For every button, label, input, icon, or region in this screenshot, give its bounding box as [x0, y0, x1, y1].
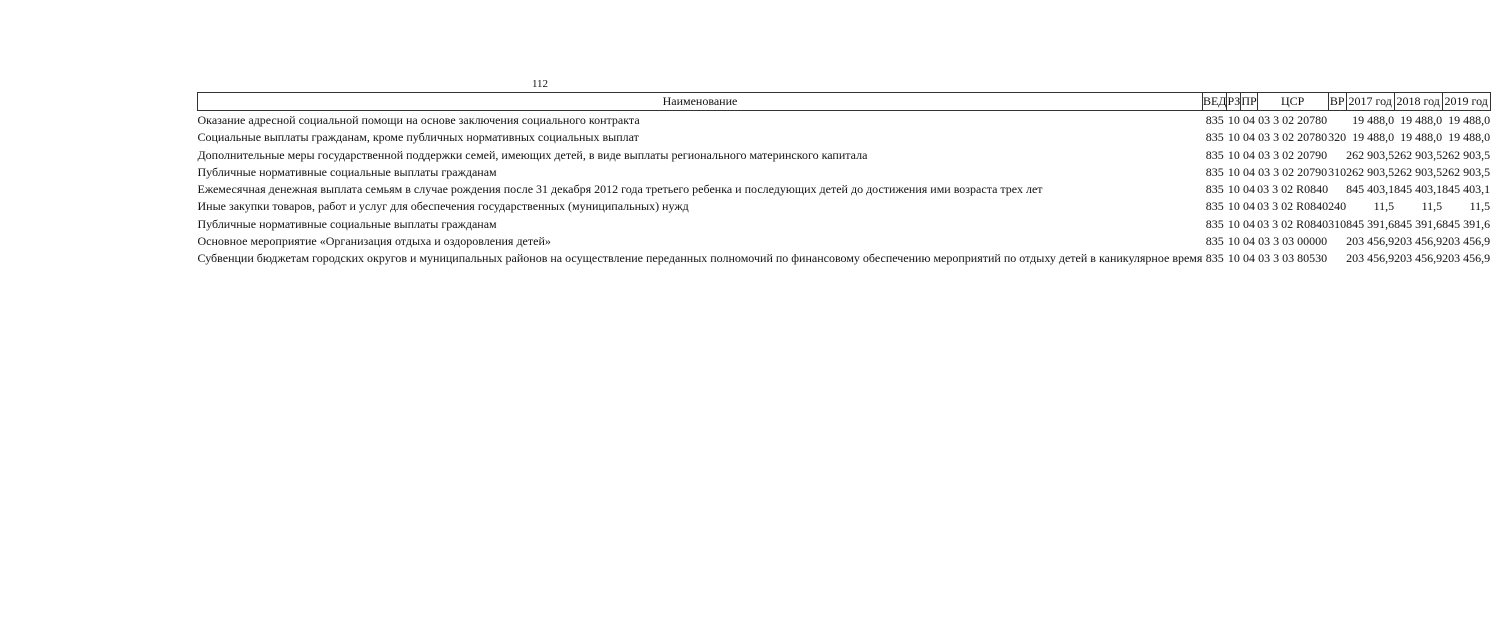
- row-2019: 262 903,5: [1442, 164, 1491, 179]
- row-name: Субвенции бюджетам городских округов и муниципальных районов на осуществление переданных полномочий по финансовому обеспечению мероприятий по отдыху детей в каникулярное время: [197, 251, 1203, 266]
- row-2018: 203 456,9: [1394, 251, 1443, 266]
- row-ved: 835: [1205, 130, 1224, 145]
- row-rz: 10: [1227, 199, 1240, 214]
- row-ved: 835: [1205, 182, 1224, 197]
- row-rz: 10: [1227, 147, 1240, 162]
- row-name: Социальные выплаты гражданам, кроме публичных нормативных социальных выплат: [197, 130, 639, 145]
- row-csr: 03 3 03 00000: [1258, 234, 1328, 249]
- row-2018: 262 903,5: [1394, 147, 1443, 162]
- row-vr: 310: [1328, 216, 1347, 231]
- budget-table: [197, 92, 1491, 267]
- row-rz: 10: [1227, 251, 1240, 266]
- header-pr: ПР: [1241, 93, 1257, 111]
- row-ved: 835: [1205, 216, 1224, 231]
- row-2019: 845 403,1: [1442, 182, 1491, 197]
- row-2018: 203 456,9: [1394, 234, 1443, 249]
- row-vr: 310: [1328, 164, 1347, 179]
- row-2019: 19 488,0: [1448, 113, 1491, 127]
- table-header-row: [198, 93, 1491, 111]
- row-pr: 04: [1242, 182, 1255, 197]
- row-pr: 04: [1242, 147, 1255, 162]
- row-csr: 03 3 02 20790: [1258, 147, 1328, 162]
- table-row: [198, 249, 1491, 266]
- row-ved: 835: [1205, 113, 1224, 127]
- table-row: [198, 128, 1491, 145]
- row-name: Публичные нормативные социальные выплаты гражданам: [197, 216, 497, 231]
- row-name: Иные закупки товаров, работ и услуг для обеспечения государственных (муниципальных) нужд: [197, 199, 689, 214]
- row-vr: [1328, 111, 1346, 129]
- row-name: Публичные нормативные социальные выплаты гражданам: [197, 164, 497, 179]
- row-csr: 03 3 02 20790: [1258, 164, 1328, 179]
- row-vr: 320: [1328, 130, 1347, 145]
- header-2018: 2018 год: [1394, 93, 1442, 111]
- row-csr: 03 3 02 20780: [1258, 130, 1328, 145]
- table-row: [198, 197, 1491, 214]
- row-pr: 04: [1242, 251, 1255, 266]
- header-csr: ЦСР: [1257, 93, 1328, 111]
- page-number: 112: [531, 78, 549, 90]
- row-2017: 262 903,5: [1346, 164, 1395, 179]
- row-2018: 845 403,1: [1394, 182, 1443, 197]
- row-vr: 240: [1328, 199, 1347, 214]
- row-csr: 03 3 03 80530: [1258, 251, 1328, 266]
- row-2018: 262 903,5: [1394, 164, 1443, 179]
- row-2018: 19 488,0: [1400, 130, 1443, 145]
- row-vr: [1328, 232, 1346, 249]
- header-2019: 2019 год: [1442, 93, 1490, 111]
- row-rz: 10: [1227, 216, 1240, 231]
- row-2017: 11,5: [1373, 199, 1395, 214]
- header-name: Наименование: [198, 93, 1203, 111]
- row-ved: 835: [1205, 147, 1224, 162]
- row-pr: 04: [1242, 130, 1255, 145]
- row-ved: 835: [1205, 251, 1224, 266]
- row-2019: 19 488,0: [1448, 130, 1491, 145]
- row-2018: 11,5: [1421, 199, 1443, 214]
- row-ved: 835: [1205, 234, 1224, 249]
- row-2018: 845 391,6: [1394, 216, 1443, 231]
- row-rz: 10: [1227, 130, 1240, 145]
- row-vr: [1328, 180, 1346, 197]
- table-row: [198, 232, 1491, 249]
- table-row: [198, 163, 1491, 180]
- row-2018: 19 488,0: [1400, 113, 1443, 127]
- row-name: Оказание адресной социальной помощи на основе заключения социального контракта: [197, 113, 640, 127]
- table-row: [198, 146, 1491, 163]
- row-2019: 11,5: [1469, 199, 1491, 214]
- table-row: [198, 180, 1491, 197]
- row-2017: 19 488,0: [1352, 130, 1395, 145]
- row-2019: 203 456,9: [1442, 234, 1491, 249]
- row-2017: 19 488,0: [1352, 113, 1395, 127]
- row-rz: 10: [1227, 164, 1240, 179]
- header-vr: ВР: [1328, 93, 1346, 111]
- table-row: [198, 111, 1491, 129]
- row-2017: 845 391,6: [1346, 216, 1395, 231]
- row-vr: [1328, 249, 1346, 266]
- header-ved: ВЕД: [1202, 93, 1227, 111]
- row-pr: 04: [1242, 199, 1255, 214]
- row-csr: 03 3 02 R0840: [1257, 199, 1329, 214]
- row-csr: 03 3 02 R0840: [1257, 216, 1329, 231]
- row-ved: 835: [1205, 199, 1224, 214]
- row-pr: 04: [1242, 113, 1255, 127]
- row-csr: 03 3 02 R0840: [1257, 182, 1329, 197]
- row-2017: 203 456,9: [1346, 234, 1395, 249]
- row-2019: 203 456,9: [1442, 251, 1491, 266]
- row-2019: 845 391,6: [1442, 216, 1491, 231]
- row-name: Ежемесячная денежная выплата семьям в случае рождения после 31 декабря 2012 года третьего ребенка и последующих детей до достижения ими возраста трех лет: [197, 182, 1043, 197]
- table-row: [198, 215, 1491, 232]
- row-vr: [1328, 146, 1346, 163]
- row-pr: 04: [1242, 216, 1255, 231]
- row-pr: 04: [1242, 234, 1255, 249]
- row-2019: 262 903,5: [1442, 147, 1491, 162]
- header-rz: РЗ: [1227, 93, 1241, 111]
- row-rz: 10: [1227, 113, 1240, 127]
- row-ved: 835: [1205, 164, 1224, 179]
- row-name: Дополнительные меры государственной поддержки семей, имеющих детей, в виде выплаты регионального материнского капитала: [197, 147, 868, 162]
- row-pr: 04: [1242, 164, 1255, 179]
- row-2017: 203 456,9: [1346, 251, 1395, 266]
- row-rz: 10: [1227, 234, 1240, 249]
- header-2017: 2017 год: [1346, 93, 1394, 111]
- row-csr: 03 3 02 20780: [1258, 113, 1328, 127]
- row-2017: 262 903,5: [1346, 147, 1395, 162]
- row-rz: 10: [1227, 182, 1240, 197]
- row-2017: 845 403,1: [1346, 182, 1395, 197]
- row-name: Основное мероприятие «Организация отдыха и оздоровления детей»: [197, 234, 551, 249]
